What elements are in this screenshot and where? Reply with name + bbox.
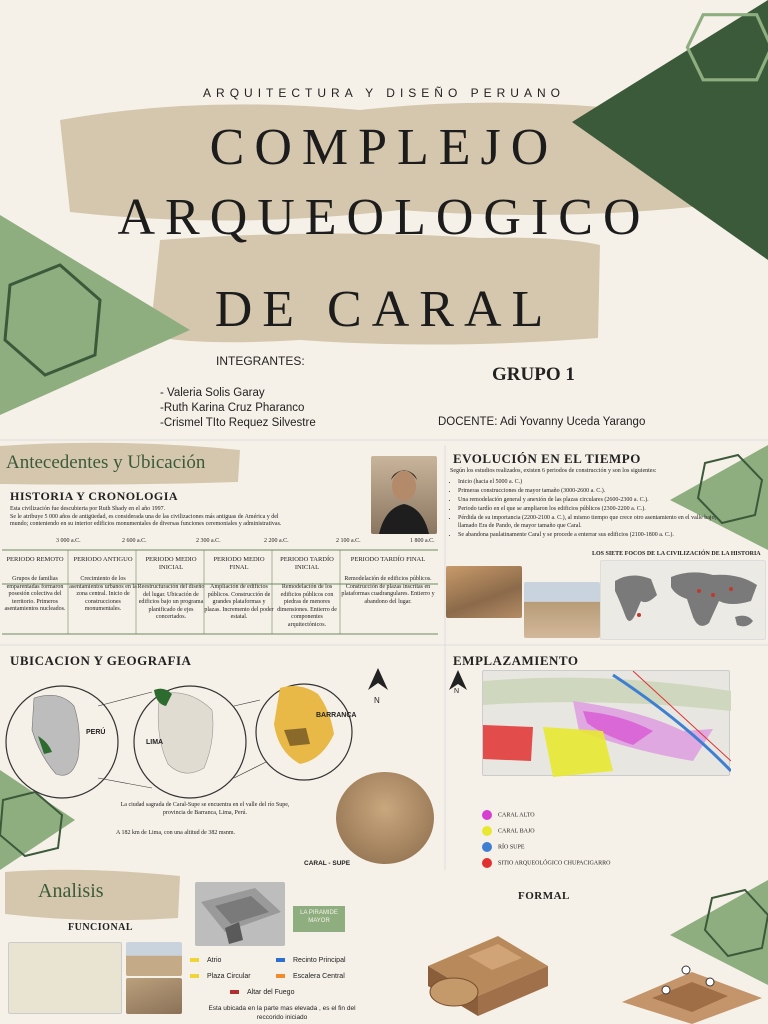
title-line-1: COMPLEJO <box>209 119 559 176</box>
historia-title: HISTORIA Y CRONOLOGIA <box>10 489 179 503</box>
legend-dot <box>482 826 492 836</box>
north-label: N <box>374 696 380 705</box>
piramide-note <box>192 1004 372 1022</box>
period-column <box>340 556 436 606</box>
period-name: PERIODO REMOTO <box>6 556 64 563</box>
piramide-illustration <box>195 882 285 946</box>
period-name: PERIODO MEDIO FINAL <box>213 556 265 571</box>
legend-item <box>276 969 345 985</box>
subtitle: ARQUITECTURA Y DISEÑO PERUANO <box>203 86 565 100</box>
period-desc: Remodelación de edificios públicos. Construcción de plazas inscritas en plataformas cuadrangulares. Entierro y abandono del lugar. <box>341 576 435 605</box>
member: -Ruth Karina Cruz Pharanco <box>160 402 305 414</box>
intro-line: Esta civilización fue descubierta por Ruth Shady en el año 1997. <box>10 506 166 512</box>
historia-intro <box>10 506 360 529</box>
legend-item <box>482 810 610 820</box>
funcional-plan <box>8 942 122 1014</box>
date-label: 1 800 a.C. <box>410 538 435 544</box>
date-label: 2 600 a.C. <box>122 538 147 544</box>
funcional-photo-1 <box>126 942 182 976</box>
group-label: GRUPO 1 <box>492 364 575 385</box>
legend-swatch <box>276 958 285 962</box>
caral-photo-2 <box>524 582 600 638</box>
legend-label: CARAL BAJO <box>498 828 535 835</box>
period-column <box>272 556 342 629</box>
antecedentes-title: Antecedentes y Ubicación <box>6 452 206 473</box>
members-list <box>160 386 316 431</box>
evolucion-item: • Periodo tardío en el que se ampliaron los edificios públicos (2300-2200 a. C.). <box>458 506 720 514</box>
title-line-3: DE CARAL <box>214 281 554 338</box>
legend-dot <box>482 858 492 868</box>
legend-label: Escalera Central <box>293 973 345 980</box>
period-column <box>204 556 274 622</box>
ubicacion-title: UBICACION Y GEOGRAFIA <box>10 653 192 668</box>
legend-row <box>190 985 360 1001</box>
evolucion-item: • Se abandona paulatinamente Caral y se procede a enterrar sus edificios (2100-1800 a. C.). <box>458 532 720 540</box>
legend-dot <box>482 842 492 852</box>
legend-item <box>482 842 610 852</box>
legend-label: RÍO SUPE <box>498 844 525 851</box>
north-arrow-icon <box>448 670 468 700</box>
emplazamiento-title: EMPLAZAMIENTO <box>453 653 579 668</box>
site-map <box>482 670 730 776</box>
portrait-illustration <box>371 456 437 534</box>
north-arrow-icon <box>448 670 468 690</box>
formal-model-illustration <box>398 916 560 1024</box>
label-barranca: BARRANCA <box>316 712 357 719</box>
evolucion-list <box>458 479 720 539</box>
desc-line: La ciudad sagrada de Caral-Supe se encuentra en el valle del río Supe, <box>120 802 290 808</box>
formal-3d-model <box>398 916 560 1024</box>
note-line: Esta ubicada en la parte mas elevada , es el fin del <box>208 1005 356 1012</box>
legend-item <box>190 953 254 969</box>
legend-swatch <box>190 958 199 962</box>
formal-title: FORMAL <box>518 890 570 902</box>
world-map <box>600 560 766 640</box>
evolucion-item: • Una remodelación general y anexión de las plazas circulares (2600-2300 a. C.). <box>458 497 720 505</box>
north-label: N <box>454 688 460 695</box>
period-desc: Crecimiento de los asentamientos urbanos en la zona central. Inicio de construcciones monumentales. <box>69 576 137 612</box>
intro-line: mundo; conteniendo en su interior edificios monumentales de diversas funciones ceremoniales y administrativas. <box>10 521 282 527</box>
evolucion-intro: Según los estudios realizados, existen 6 periodos de construcción y son los siguientes: <box>450 468 657 474</box>
caral-supe-photo <box>336 772 434 864</box>
emplazamiento-legend <box>482 810 610 868</box>
legend-swatch <box>230 990 239 994</box>
date-label: 3 000 a.C. <box>56 538 81 544</box>
piramide-3d <box>195 882 285 946</box>
ruth-shady-photo <box>371 456 437 534</box>
caral-photo-1 <box>446 566 522 618</box>
map-caption: LOS SIETE FOCOS DE LA CIVILIZACIÓN DE LA HISTORIA <box>592 551 761 557</box>
evolucion-title: EVOLUCIÓN EN EL TIEMPO <box>453 451 641 466</box>
period-name: PERIODO TARDÍO INICIAL <box>280 556 334 571</box>
date-label: 2 300 a.C. <box>196 538 221 544</box>
legend-row <box>190 953 360 969</box>
legend-label: Altar del Fuego <box>247 989 295 996</box>
legend-item <box>190 969 254 985</box>
docente-label: DOCENTE: Adi Yovanny Uceda Yarango <box>438 416 646 428</box>
integrantes-label: INTEGRANTES: <box>216 354 305 368</box>
legend-swatch <box>276 974 285 978</box>
member: -Crismel TIto Requez Silvestre <box>160 417 316 429</box>
funcional-title: FUNCIONAL <box>68 922 134 933</box>
period-name: PERIODO MEDIO INICIAL <box>145 556 197 571</box>
evolucion-item: • Pérdida de su importancia (2200-2100 a. C.), al mismo tiempo que crece otro asentamiento en el valle bajo, llamado Era de Pando, de mayor tamaño que Caral. <box>458 515 720 530</box>
period-desc: Remodelación de los edificios públicos con piedras de menores dimensiones. Entierro de componentes arquitectónicos. <box>277 584 337 628</box>
world-map-illustration <box>601 561 767 641</box>
legend-label: SITIO ARQUEOLÓGICO CHUPACIGARRO <box>498 860 611 867</box>
altitude-text: A 182 km de Lima, con una altitud de 382 msnm. <box>116 830 235 836</box>
note-line: reccorido iniciado <box>256 1014 308 1021</box>
legend-label: Atrio <box>207 957 222 964</box>
label-peru: PERÚ <box>86 729 106 736</box>
piramide-label: LA PIRAMIDE MAYOR <box>293 906 345 932</box>
north-arrow-icon <box>366 668 390 698</box>
funcional-photo-2 <box>126 978 182 1014</box>
ubicacion-desc <box>80 802 330 817</box>
period-name: PERIODO TARDÍO FINAL <box>350 556 426 563</box>
evolucion-item: • Primeras construcciones de mayor tamaño (3000-2600 a. C.). <box>458 488 720 496</box>
legend-swatch <box>190 974 199 978</box>
period-desc: Grupos de familias emparentadas formaron posesión colectiva del territorio. Primeros asentamientos nucleados. <box>4 576 66 612</box>
label-lima: LIMA <box>146 739 164 746</box>
period-column <box>136 556 206 622</box>
legend-dot <box>482 810 492 820</box>
funcional-legend <box>190 953 360 1001</box>
legend-label: CARAL ALTO <box>498 812 535 819</box>
period-column <box>0 556 70 614</box>
date-label: 2 100 a.C. <box>336 538 361 544</box>
desc-line: provincia de Barranca, Lima, Perú. <box>162 809 248 816</box>
legend-item <box>482 858 610 868</box>
formal-plan-illustration <box>612 962 768 1024</box>
caral-label: CARAL - SUPE <box>304 860 351 867</box>
analisis-title: Analisis <box>38 880 104 902</box>
legend-label: Recinto Principal <box>293 957 346 964</box>
period-desc: Ampliación de edificios públicos. Construcción de grandes plataformas y plazas. Incremento del poder estatal. <box>204 584 274 620</box>
legend-item <box>276 953 346 969</box>
legend-row <box>190 969 360 985</box>
period-name: PERIODO ANTIGUO <box>73 556 133 563</box>
site-map-illustration <box>483 671 731 777</box>
evolucion-item: • Inicio (hacia el 5000 a. C.) <box>458 479 720 487</box>
member: - Valeria Solis Garay <box>160 387 265 399</box>
date-label: 2 200 a.C. <box>264 538 289 544</box>
formal-plan-3d <box>612 962 768 1024</box>
period-column <box>68 556 138 614</box>
north-arrow-icon <box>366 668 390 690</box>
title-line-2: ARQUEOLOGICO <box>117 189 651 246</box>
legend-item <box>482 826 610 836</box>
legend-label: Plaza Circular <box>207 973 251 980</box>
intro-line: Se le atribuye 5 000 años de antigüedad, es considerada una de las civilizaciones más antiguas de América y del <box>10 513 279 520</box>
period-desc: Reestructuración del diseño del lugar. Ubicación de edificios bajo un programa planificado de ejes concertados. <box>137 584 205 620</box>
